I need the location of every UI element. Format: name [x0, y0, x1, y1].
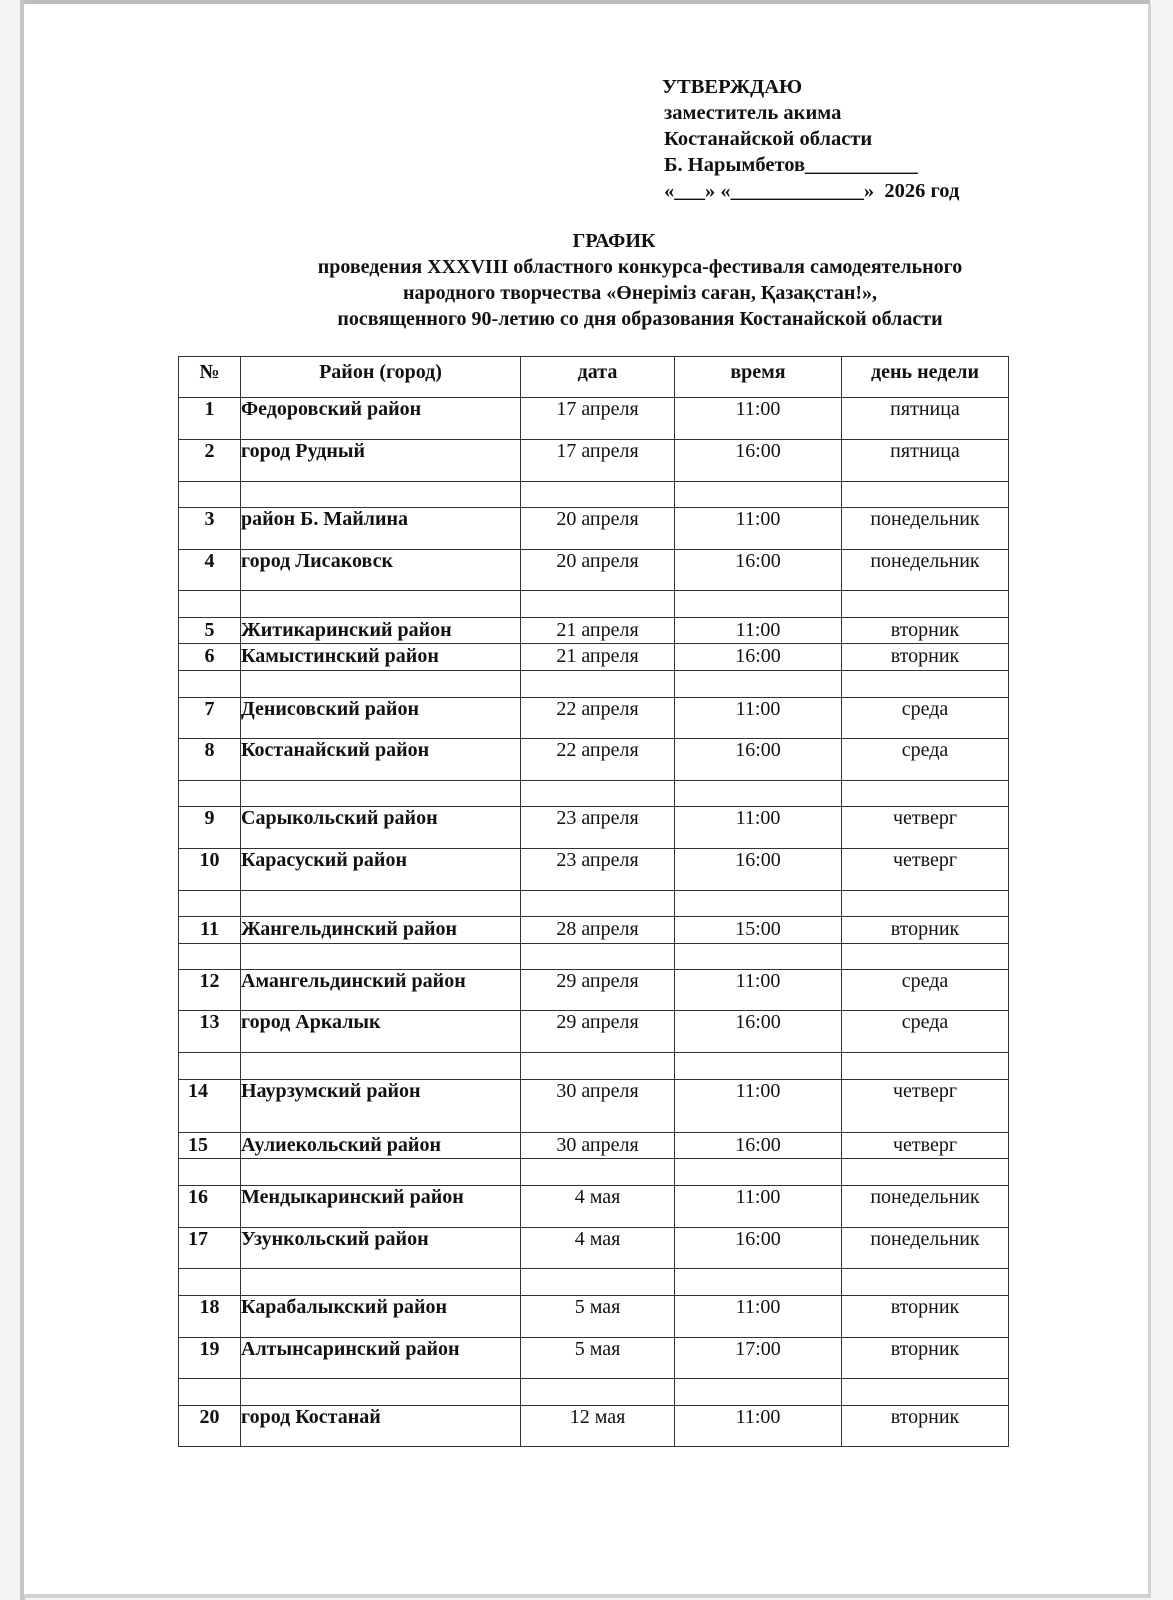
row-number: 2: [179, 440, 241, 482]
empty-cell: [842, 944, 1009, 970]
event-date: 21 апреля: [521, 618, 675, 644]
event-weekday: четверг: [842, 1080, 1009, 1133]
event-time: 11:00: [675, 1186, 842, 1228]
event-weekday: понедельник: [842, 1186, 1009, 1228]
event-date: 29 апреля: [521, 1011, 675, 1053]
event-weekday: четверг: [842, 1133, 1009, 1159]
event-time: 15:00: [675, 917, 842, 944]
table-row: [179, 807, 1009, 849]
table-row: [179, 1338, 1009, 1379]
district-name: Денисовский район: [241, 698, 521, 739]
empty-cell: [842, 591, 1009, 618]
district-name: Жангельдинский район: [241, 917, 521, 944]
title-line: народного творчества «Өнеріміз саған, Қазақстан!»,: [402, 282, 878, 304]
event-time: 11:00: [675, 807, 842, 849]
empty-cell: [675, 1159, 842, 1186]
row-number: 18: [179, 1296, 241, 1338]
event-weekday: среда: [842, 739, 1009, 781]
table-row: [179, 1186, 1009, 1228]
table-row: [179, 1080, 1009, 1133]
spacer-row: [179, 944, 1009, 970]
row-number: 9: [179, 807, 241, 849]
row-number: 20: [179, 1406, 241, 1447]
event-time: 11:00: [675, 1296, 842, 1338]
row-number: 10: [179, 849, 241, 891]
header-district: Район (город): [241, 357, 521, 398]
empty-cell: [241, 781, 521, 807]
header-time: время: [675, 357, 842, 398]
event-time: 11:00: [675, 970, 842, 1011]
spacer-row: [179, 671, 1009, 698]
empty-cell: [179, 1379, 241, 1406]
empty-cell: [842, 671, 1009, 698]
schedule-table: [178, 356, 1009, 1447]
approval-block: [664, 74, 959, 204]
event-time: 11:00: [675, 698, 842, 739]
table-row: [179, 970, 1009, 1011]
event-weekday: среда: [842, 1011, 1009, 1053]
table-row: [179, 644, 1009, 671]
district-name: Карасуский район: [241, 849, 521, 891]
event-time: 11:00: [675, 508, 842, 550]
empty-cell: [521, 1159, 675, 1186]
event-time: 17:00: [675, 1338, 842, 1379]
row-number: 11: [179, 917, 241, 944]
table-row: [179, 1133, 1009, 1159]
empty-cell: [179, 1269, 241, 1296]
empty-cell: [842, 1379, 1009, 1406]
approval-region: Костанайской области: [664, 128, 873, 150]
empty-cell: [241, 1053, 521, 1080]
row-number: 4: [179, 550, 241, 591]
empty-cell: [241, 591, 521, 618]
district-name: Аулиекольский район: [241, 1133, 521, 1159]
event-weekday: вторник: [842, 1296, 1009, 1338]
district-name: Карабалыкский район: [241, 1296, 521, 1338]
event-weekday: вторник: [842, 618, 1009, 644]
event-date: 21 апреля: [521, 644, 675, 671]
empty-cell: [521, 781, 675, 807]
event-weekday: понедельник: [842, 550, 1009, 591]
empty-cell: [241, 482, 521, 508]
empty-cell: [675, 944, 842, 970]
empty-cell: [521, 1053, 675, 1080]
row-number: 15: [179, 1133, 241, 1159]
event-date: 22 апреля: [521, 739, 675, 781]
row-number: 13: [179, 1011, 241, 1053]
event-weekday: среда: [842, 698, 1009, 739]
district-name: Житикаринский район: [241, 618, 521, 644]
empty-cell: [675, 671, 842, 698]
row-number: 5: [179, 618, 241, 644]
event-time: 16:00: [675, 644, 842, 671]
approval-heading: УТВЕРЖДАЮ: [662, 76, 803, 98]
empty-cell: [842, 891, 1009, 917]
event-date: 17 апреля: [521, 440, 675, 482]
empty-cell: [179, 671, 241, 698]
district-name: Наурзумский район: [241, 1080, 521, 1133]
event-date: 29 апреля: [521, 970, 675, 1011]
event-date: 20 апреля: [521, 550, 675, 591]
empty-cell: [521, 944, 675, 970]
approval-position: заместитель акима: [664, 102, 842, 124]
empty-cell: [842, 1159, 1009, 1186]
empty-cell: [179, 1159, 241, 1186]
title-heading: ГРАФИК: [572, 230, 656, 252]
empty-cell: [521, 1269, 675, 1296]
event-time: 16:00: [675, 550, 842, 591]
empty-cell: [179, 781, 241, 807]
event-weekday: пятница: [842, 440, 1009, 482]
event-weekday: пятница: [842, 398, 1009, 440]
spacer-row: [179, 1379, 1009, 1406]
row-number: 8: [179, 739, 241, 781]
empty-cell: [675, 781, 842, 807]
empty-cell: [675, 482, 842, 508]
district-name: Алтынсаринский район: [241, 1338, 521, 1379]
event-time: 11:00: [675, 1406, 842, 1447]
table-row: [179, 1406, 1009, 1447]
table-row: [179, 739, 1009, 781]
row-number: 19: [179, 1338, 241, 1379]
event-weekday: вторник: [842, 917, 1009, 944]
empty-cell: [842, 482, 1009, 508]
table-header-row: [179, 357, 1009, 398]
empty-cell: [842, 781, 1009, 807]
event-date: 20 апреля: [521, 508, 675, 550]
district-name: Узункольский район: [241, 1228, 521, 1269]
event-time: 11:00: [675, 618, 842, 644]
empty-cell: [521, 1379, 675, 1406]
event-time: 16:00: [675, 739, 842, 781]
district-name: город Лисаковск: [241, 550, 521, 591]
empty-cell: [179, 591, 241, 618]
empty-cell: [521, 671, 675, 698]
event-date: 23 апреля: [521, 807, 675, 849]
event-date: 28 апреля: [521, 917, 675, 944]
district-name: Костанайский район: [241, 739, 521, 781]
event-time: 11:00: [675, 398, 842, 440]
event-date: 5 мая: [521, 1296, 675, 1338]
table-row: [179, 698, 1009, 739]
spacer-row: [179, 1269, 1009, 1296]
row-number: 6: [179, 644, 241, 671]
empty-cell: [675, 891, 842, 917]
row-number: 7: [179, 698, 241, 739]
event-date: 23 апреля: [521, 849, 675, 891]
empty-cell: [842, 1269, 1009, 1296]
district-name: Мендыкаринский район: [241, 1186, 521, 1228]
event-date: 4 мая: [521, 1186, 675, 1228]
event-date: 12 мая: [521, 1406, 675, 1447]
document-title: [240, 228, 1040, 332]
table-row: [179, 917, 1009, 944]
empty-cell: [675, 1269, 842, 1296]
empty-cell: [675, 1053, 842, 1080]
table-row: [179, 440, 1009, 482]
spacer-row: [179, 781, 1009, 807]
row-number: 14: [179, 1080, 241, 1133]
district-name: Сарыкольский район: [241, 807, 521, 849]
district-name: город Аркалык: [241, 1011, 521, 1053]
empty-cell: [241, 671, 521, 698]
event-weekday: четверг: [842, 807, 1009, 849]
empty-cell: [179, 482, 241, 508]
district-name: Амангельдинский район: [241, 970, 521, 1011]
event-date: 4 мая: [521, 1228, 675, 1269]
header-weekday: день недели: [842, 357, 1009, 398]
header-number: №: [179, 357, 241, 398]
empty-cell: [675, 1379, 842, 1406]
event-date: 5 мая: [521, 1338, 675, 1379]
event-time: 16:00: [675, 849, 842, 891]
district-name: город Рудный: [241, 440, 521, 482]
event-time: 16:00: [675, 1228, 842, 1269]
empty-cell: [241, 891, 521, 917]
row-number: 1: [179, 398, 241, 440]
event-date: 30 апреля: [521, 1080, 675, 1133]
district-name: Камыстинский район: [241, 644, 521, 671]
table-row: [179, 508, 1009, 550]
title-line: проведения XXXVIII областного конкурса-фестиваля самодеятельного: [317, 256, 963, 278]
empty-cell: [842, 1053, 1009, 1080]
event-time: 16:00: [675, 1011, 842, 1053]
event-weekday: вторник: [842, 1338, 1009, 1379]
empty-cell: [675, 591, 842, 618]
approval-date: «___» «_____________» 2026 год: [664, 180, 960, 202]
empty-cell: [179, 891, 241, 917]
empty-cell: [241, 1269, 521, 1296]
empty-cell: [179, 944, 241, 970]
event-time: 16:00: [675, 1133, 842, 1159]
row-number: 12: [179, 970, 241, 1011]
empty-cell: [521, 482, 675, 508]
row-number: 16: [179, 1186, 241, 1228]
empty-cell: [241, 944, 521, 970]
district-name: район Б. Майлина: [241, 508, 521, 550]
row-number: 17: [179, 1228, 241, 1269]
empty-cell: [521, 891, 675, 917]
empty-cell: [241, 1379, 521, 1406]
table-row: [179, 398, 1009, 440]
table-row: [179, 849, 1009, 891]
event-time: 11:00: [675, 1080, 842, 1133]
empty-cell: [179, 1053, 241, 1080]
spacer-row: [179, 891, 1009, 917]
spacer-row: [179, 482, 1009, 508]
header-date: дата: [521, 357, 675, 398]
event-weekday: понедельник: [842, 1228, 1009, 1269]
spacer-row: [179, 1159, 1009, 1186]
event-date: 30 апреля: [521, 1133, 675, 1159]
empty-cell: [241, 1159, 521, 1186]
table-row: [179, 1296, 1009, 1338]
approval-signatory: Б. Нарымбетов___________: [664, 154, 918, 176]
event-weekday: вторник: [842, 644, 1009, 671]
district-name: Федоровский район: [241, 398, 521, 440]
table-row: [179, 1228, 1009, 1269]
event-date: 22 апреля: [521, 698, 675, 739]
event-date: 17 апреля: [521, 398, 675, 440]
district-name: город Костанай: [241, 1406, 521, 1447]
event-time: 16:00: [675, 440, 842, 482]
event-weekday: вторник: [842, 1406, 1009, 1447]
row-number: 3: [179, 508, 241, 550]
table-row: [179, 618, 1009, 644]
spacer-row: [179, 591, 1009, 618]
event-weekday: понедельник: [842, 508, 1009, 550]
event-weekday: четверг: [842, 849, 1009, 891]
empty-cell: [521, 591, 675, 618]
spacer-row: [179, 1053, 1009, 1080]
table-row: [179, 1011, 1009, 1053]
event-weekday: среда: [842, 970, 1009, 1011]
title-line: посвященного 90-летию со дня образования Костанайской области: [337, 308, 943, 330]
table-row: [179, 550, 1009, 591]
